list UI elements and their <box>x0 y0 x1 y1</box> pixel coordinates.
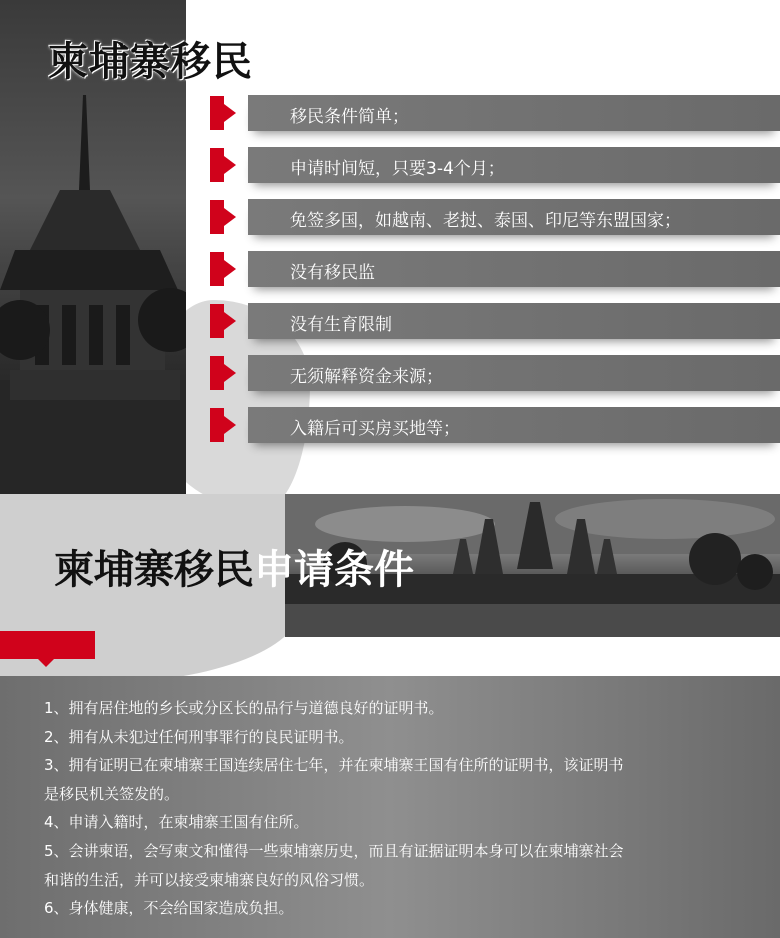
advantage-text: 申请时间短，只要3-4个月； <box>290 159 505 179</box>
advantage-bar <box>248 407 780 443</box>
advantage-text: 没有生育限制 <box>290 315 392 335</box>
condition-line: 4、申请入籍时，在柬埔寨王国有住所。 <box>44 813 309 832</box>
red-arrow-marker-icon <box>210 356 236 390</box>
red-arrow-marker-icon <box>210 96 236 130</box>
condition-line: 5、会讲柬语，会写柬文和懂得一些柬埔寨历史，而且有证据证明本身可以在柬埔寨社会 <box>44 841 624 860</box>
condition-line: 3、拥有证明已在柬埔寨王国连续居住七年，并在柬埔寨王国有住所的证明书，该证明书 <box>44 756 624 775</box>
advantage-bar <box>248 199 780 235</box>
advantage-bar <box>248 251 780 287</box>
advantage-bar <box>248 303 780 339</box>
condition-line: 是移民机关签发的。 <box>44 784 180 803</box>
condition-line: 2、拥有从未犯过任何刑事罪行的良民证明书。 <box>44 727 354 746</box>
condition-line: 6、身体健康，不会给国家造成负担。 <box>44 899 294 918</box>
red-arrow-marker-icon <box>210 148 236 182</box>
condition-line: 和谐的生活，并可以接受柬埔寨良好的风俗习惯。 <box>44 870 375 889</box>
conditions-panel <box>0 676 780 938</box>
advantage-text: 入籍后可买房买地等； <box>290 419 460 439</box>
red-arrow-marker-icon <box>210 304 236 338</box>
conditions-section <box>0 494 780 938</box>
conditions-title: 柬埔寨移民申请条件 <box>54 547 414 593</box>
advantage-text: 免签多国，如越南、老挝、泰国、印尼等东盟国家； <box>290 211 681 231</box>
advantages-title: 柬埔寨移民优势 <box>48 39 335 85</box>
advantage-bar <box>248 95 780 131</box>
advantage-bar <box>248 147 780 183</box>
red-tab-marker-icon <box>0 631 95 667</box>
conditions-list <box>44 694 754 923</box>
condition-line: 1、拥有居住地的乡长或分区长的品行与道德良好的证明书。 <box>44 699 444 717</box>
advantage-text: 移民条件简单； <box>290 107 409 127</box>
advantage-text: 没有移民监 <box>290 263 375 283</box>
red-arrow-marker-icon <box>210 408 236 442</box>
red-arrow-marker-icon <box>210 200 236 234</box>
advantage-text: 无须解释资金来源； <box>290 367 443 387</box>
advantage-bar <box>248 355 780 391</box>
red-arrow-marker-icon <box>210 252 236 286</box>
